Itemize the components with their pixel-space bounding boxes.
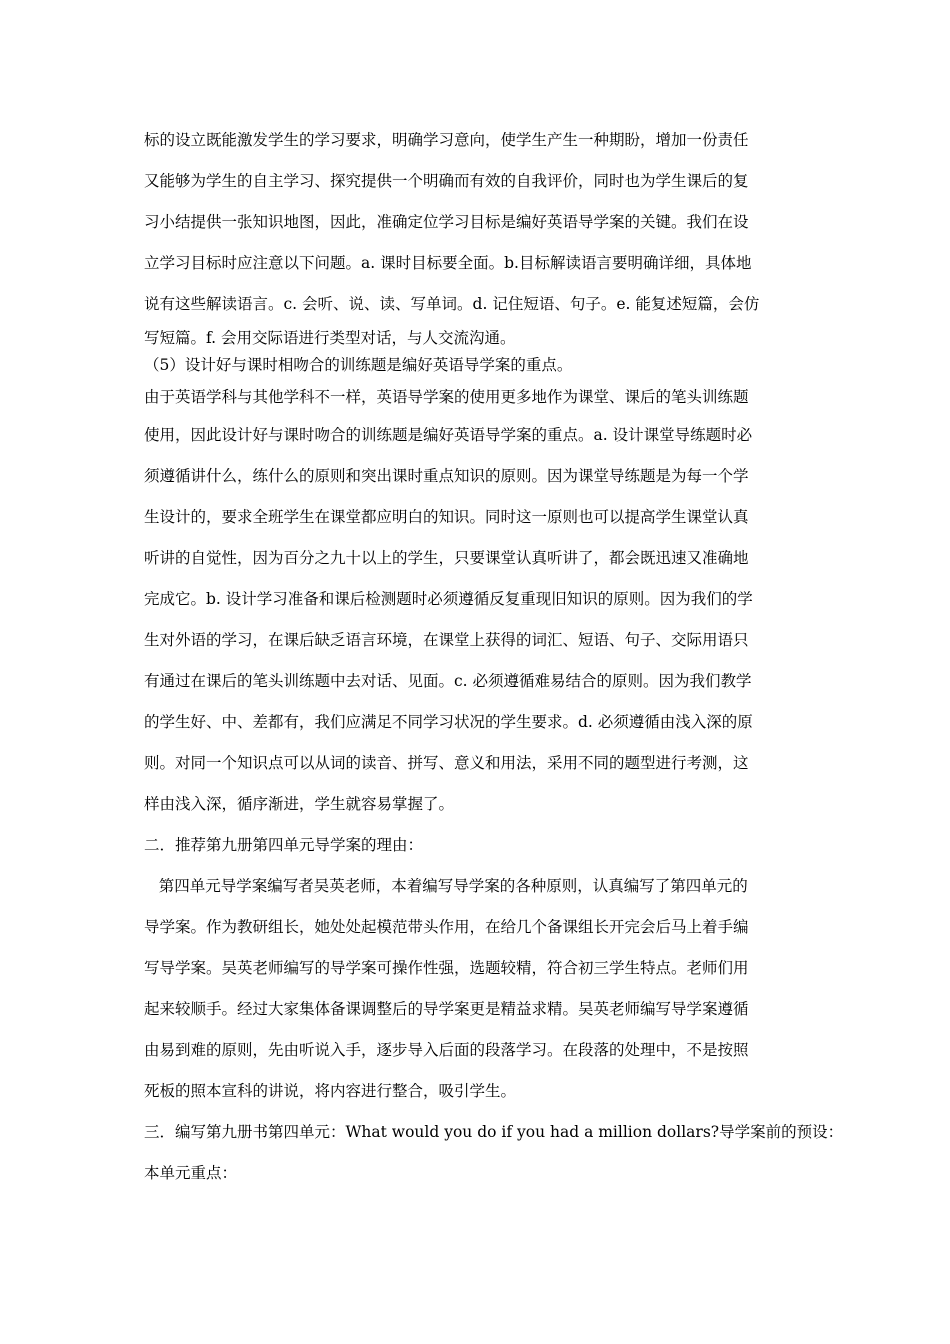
- text-line: 听讲的自觉性，因为百分之九十以上的学生，只要课堂认真听讲了，都会既迅速又准确地: [144, 549, 749, 567]
- text-line: 写短篇。f. 会用交际语进行类型对话，与人交流沟通。: [144, 329, 516, 347]
- text-line: 生对外语的学习，在课后缺乏语言环境，在课堂上获得的词汇、短语、句子、交际用语只: [144, 631, 749, 649]
- text-line: 本单元重点：: [144, 1164, 238, 1182]
- text-line: 则。对同一个知识点可以从词的读音、拼写、意义和用法，采用不同的题型进行考测，这: [144, 754, 749, 772]
- text-line: 死板的照本宣科的讲说，将内容进行整合，吸引学生。: [144, 1082, 517, 1100]
- text-line: 写导学案。吴英老师编写的导学案可操作性强，选题较精，符合初三学生特点。老师们用: [144, 959, 749, 977]
- text-line: 有通过在课后的笔头训练题中去对话、见面。c. 必须遵循难易结合的原则。因为我们教学: [144, 672, 752, 690]
- text-line: 的学生好、中、差都有，我们应满足不同学习状况的学生要求。d. 必须遵循由浅入深的原: [144, 713, 753, 731]
- section-heading: 二．推荐第九册第四单元导学案的理由：: [144, 836, 424, 854]
- text-line: 标的设立既能激发学生的学习要求，明确学习意向，使学生产生一种期盼，增加一份责任: [144, 131, 749, 149]
- text-line: 由易到难的原则，先由听说入手，逐步导入后面的段落学习。在段落的处理中，不是按照: [144, 1041, 749, 1059]
- text-line: 使用，因此设计好与课时吻合的训练题是编好英语导学案的重点。a. 设计课堂导练题时必: [144, 426, 753, 444]
- text-line: 须遵循讲什么，练什么的原则和突出课时重点知识的原则。因为课堂导练题是为每一个学: [144, 467, 749, 485]
- document-body: [144, 120, 844, 1194]
- text-line: 导学案。作为教研组长，她处处起模范带头作用，在给几个备课组长开完会后马上着手编: [144, 918, 749, 936]
- text-line: 说有这些解读语言。c. 会听、说、读、写单词。d. 记住短语、句子。e. 能复述短篇，会仿: [144, 295, 760, 313]
- text-line: 样由浅入深，循序渐进，学生就容易掌握了。: [144, 795, 455, 813]
- text-line: 起来较顺手。经过大家集体备课调整后的导学案更是精益求精。吴英老师编写导学案遵循: [144, 1000, 749, 1018]
- text-line: 第四单元导学案编写者吴英老师，本着编写导学案的各种原则，认真编写了第四单元的: [144, 877, 748, 895]
- section-heading: （5）设计好与课时相吻合的训练题是编好英语导学案的重点。: [144, 356, 573, 374]
- text-line: 习小结提供一张知识地图，因此，准确定位学习目标是编好英语导学案的关键。我们在设: [144, 213, 749, 231]
- text-line: 完成它。b. 设计学习准备和课后检测题时必须遵循反复重现旧知识的原则。因为我们的学: [144, 590, 753, 608]
- text-line: 又能够为学生的自主学习、探究提供一个明确而有效的自我评价，同时也为学生课后的复: [144, 172, 749, 190]
- text-line: 生设计的，要求全班学生在课堂都应明白的知识。同时这一原则也可以提高学生课堂认真: [144, 508, 749, 526]
- text-line: 由于英语学科与其他学科不一样，英语导学案的使用更多地作为课堂、课后的笔头训练题: [144, 388, 749, 406]
- section-heading: 三．编写第九册书第四单元：What would you do if you had a million dollars?导学案前的预设：: [144, 1123, 844, 1141]
- text-line: 立学习目标时应注意以下问题。a. 课时目标要全面。b.目标解读语言要明确详细，具体地: [144, 254, 752, 272]
